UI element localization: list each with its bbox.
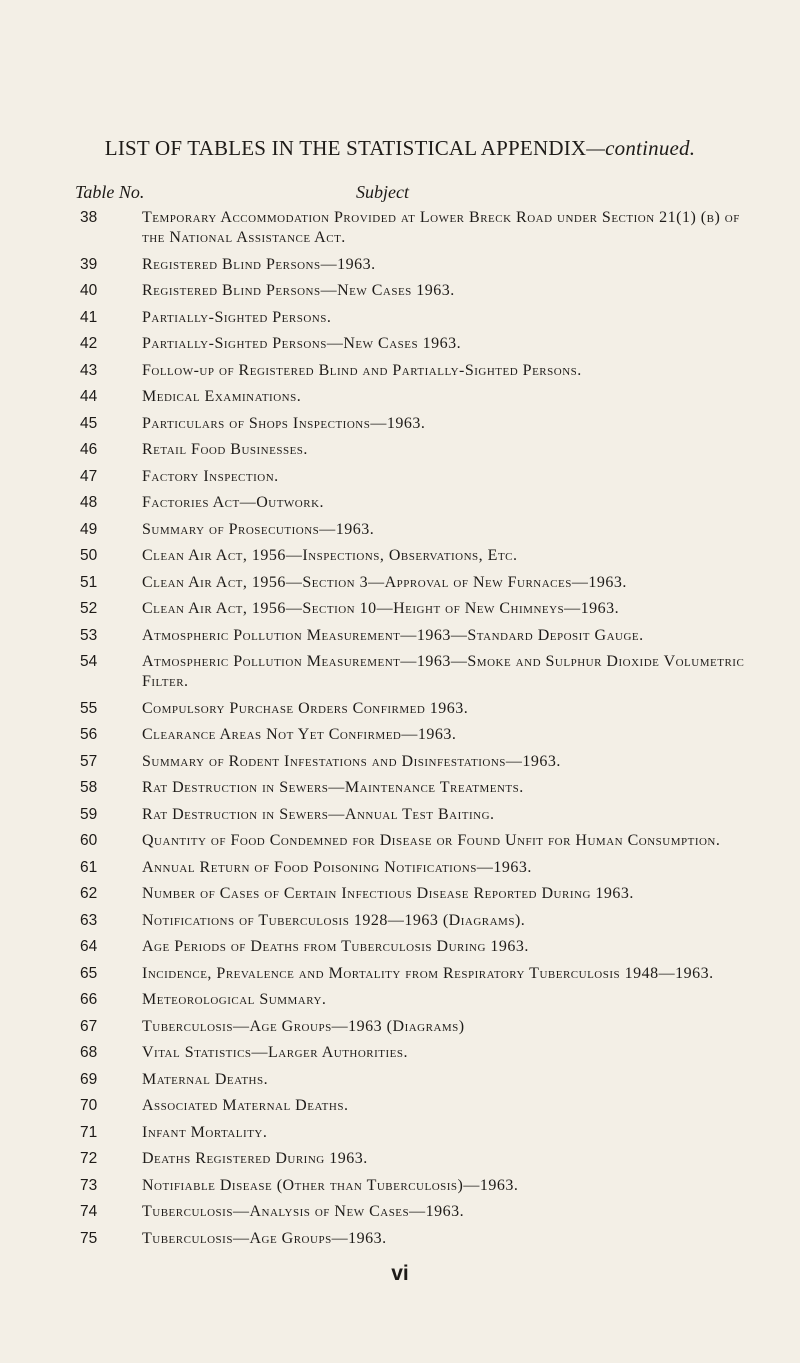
page-title bbox=[0, 136, 800, 161]
table-number: 73 bbox=[80, 1176, 98, 1194]
table-subject: Retail Food Businesses. bbox=[142, 441, 308, 458]
table-number: 56 bbox=[80, 726, 98, 743]
table-number: 50 bbox=[80, 547, 98, 564]
table-subject: Follow-up of Registered Blind and Partially-Sighted Persons. bbox=[142, 361, 582, 379]
table-number: 75 bbox=[80, 1229, 98, 1247]
table-subject: Tuberculosis—Age Groups—1963 (Diagrams) bbox=[142, 1017, 465, 1035]
table-subject: Partially-Sighted Persons. bbox=[142, 308, 332, 326]
table-number: 40 bbox=[80, 282, 98, 299]
table-subject: Partially-Sighted Persons—New Cases 1963. bbox=[142, 335, 462, 352]
table-subject: Number of Cases of Certain Infectious Disease Reported During 1963. bbox=[142, 885, 634, 902]
table-list-item bbox=[0, 1043, 800, 1063]
table-number: 58 bbox=[80, 779, 98, 796]
table-list-item bbox=[0, 334, 800, 354]
table-list-item bbox=[0, 493, 800, 513]
table-list-item bbox=[0, 858, 800, 878]
table-number: 57 bbox=[80, 752, 98, 770]
table-number: 69 bbox=[80, 1070, 98, 1088]
table-number: 44 bbox=[80, 388, 98, 405]
table-subject: Summary of Prosecutions—1963. bbox=[142, 520, 375, 538]
table-number: 45 bbox=[80, 414, 98, 432]
table-number: 59 bbox=[80, 805, 98, 823]
table-list-item bbox=[0, 467, 800, 487]
table-list-item bbox=[0, 208, 800, 248]
table-number: 47 bbox=[80, 467, 98, 485]
table-subject: Registered Blind Persons—1963. bbox=[142, 255, 376, 273]
table-list-item bbox=[0, 308, 800, 328]
table-number: 63 bbox=[80, 911, 98, 929]
table-list-item bbox=[0, 778, 800, 798]
table-list-item bbox=[0, 1096, 800, 1116]
table-number: 51 bbox=[80, 573, 98, 591]
table-list-item bbox=[0, 1229, 800, 1249]
table-subject: Annual Return of Food Poisoning Notifications—1963. bbox=[142, 858, 532, 876]
table-subject: Clean Air Act, 1956—Section 3—Approval of New Furnaces—1963. bbox=[142, 573, 627, 591]
table-subject: Maternal Deaths. bbox=[142, 1070, 269, 1088]
table-list-item bbox=[0, 520, 800, 540]
table-subject: Clean Air Act, 1956—Inspections, Observations, Etc. bbox=[142, 547, 518, 564]
table-number: 54 bbox=[80, 653, 98, 670]
table-number: 66 bbox=[80, 991, 98, 1008]
table-subject: Clearance Areas Not Yet Confirmed—1963. bbox=[142, 726, 457, 743]
table-list-item bbox=[0, 414, 800, 434]
table-subject: Rat Destruction in Sewers—Annual Test Baiting. bbox=[142, 805, 495, 823]
table-number: 49 bbox=[80, 520, 98, 538]
table-list-item bbox=[0, 1149, 800, 1169]
table-number: 46 bbox=[80, 441, 98, 458]
table-list-item bbox=[0, 699, 800, 719]
table-number: 60 bbox=[80, 832, 98, 849]
table-list-item bbox=[0, 752, 800, 772]
table-number: 62 bbox=[80, 885, 98, 902]
table-subject: Clean Air Act, 1956—Section 10—Height of New Chimneys—1963. bbox=[142, 600, 620, 617]
table-list-item bbox=[0, 440, 800, 460]
table-list-item bbox=[0, 1123, 800, 1143]
table-subject: Notifications of Tuberculosis 1928—1963 (Diagrams). bbox=[142, 911, 526, 929]
table-number: 42 bbox=[80, 335, 98, 352]
table-list-item bbox=[0, 1017, 800, 1037]
table-number: 70 bbox=[80, 1097, 98, 1114]
table-number: 41 bbox=[80, 308, 98, 326]
table-number: 48 bbox=[80, 494, 98, 511]
table-list-item bbox=[0, 281, 800, 301]
table-list-item bbox=[0, 255, 800, 275]
table-number: 43 bbox=[80, 361, 98, 379]
table-subject: Rat Destruction in Sewers—Maintenance Treatments. bbox=[142, 779, 524, 796]
table-list-item bbox=[0, 573, 800, 593]
table-subject: Notifiable Disease (Other than Tuberculosis)—1963. bbox=[142, 1176, 519, 1194]
table-subject: Particulars of Shops Inspections—1963. bbox=[142, 414, 426, 432]
table-subject: Deaths Registered During 1963. bbox=[142, 1150, 368, 1167]
table-list-item bbox=[0, 964, 800, 984]
table-list-item bbox=[0, 937, 800, 957]
table-list-item bbox=[0, 990, 800, 1010]
table-number: 53 bbox=[80, 626, 98, 644]
table-subject: Incidence, Prevalence and Mortality from Respiratory Tuberculosis 1948—1963. bbox=[142, 964, 714, 982]
table-number: 74 bbox=[80, 1203, 98, 1220]
table-subject: Vital Statistics—Larger Authorities. bbox=[142, 1044, 409, 1061]
title-continued: —continued. bbox=[586, 136, 696, 160]
table-subject: Temporary Accommodation Provided at Lower Breck Road under Section 21(1) (b) of the National Assistance Act. bbox=[142, 209, 740, 246]
table-list-item bbox=[0, 652, 800, 692]
table-list-item bbox=[0, 626, 800, 646]
column-header-subject: Subject bbox=[356, 182, 409, 202]
table-subject: Factory Inspection. bbox=[142, 467, 279, 485]
table-number: 39 bbox=[80, 255, 98, 273]
table-subject: Atmospheric Pollution Measurement—1963—Standard Deposit Gauge. bbox=[142, 626, 644, 644]
table-list-item bbox=[0, 599, 800, 619]
table-subject: Tuberculosis—Age Groups—1963. bbox=[142, 1229, 387, 1247]
page-number: vi bbox=[391, 1262, 409, 1285]
table-subject: Medical Examinations. bbox=[142, 388, 302, 405]
table-subject: Atmospheric Pollution Measurement—1963—Smoke and Sulphur Dioxide Volumetric Filter. bbox=[142, 653, 745, 690]
table-list-item bbox=[0, 387, 800, 407]
table-number: 68 bbox=[80, 1044, 98, 1061]
table-list bbox=[0, 208, 800, 1255]
table-list-item bbox=[0, 361, 800, 381]
table-subject: Associated Maternal Deaths. bbox=[142, 1097, 349, 1114]
table-list-item bbox=[0, 1070, 800, 1090]
table-list-item bbox=[0, 911, 800, 931]
table-number: 72 bbox=[80, 1150, 98, 1167]
table-subject: Tuberculosis—Analysis of New Cases—1963. bbox=[142, 1203, 465, 1220]
table-list-item bbox=[0, 725, 800, 745]
table-subject: Factories Act—Outwork. bbox=[142, 494, 325, 511]
table-subject: Compulsory Purchase Orders Confirmed 1963. bbox=[142, 699, 469, 717]
table-number: 65 bbox=[80, 964, 98, 982]
table-subject: Age Periods of Deaths from Tuberculosis During 1963. bbox=[142, 938, 529, 955]
table-number: 38 bbox=[80, 209, 98, 226]
table-number: 61 bbox=[80, 858, 98, 876]
table-subject: Meteorological Summary. bbox=[142, 991, 327, 1008]
title-main: LIST OF TABLES IN THE STATISTICAL APPENDIX bbox=[104, 136, 587, 160]
table-list-item bbox=[0, 1202, 800, 1222]
table-list-item bbox=[0, 805, 800, 825]
table-subject: Infant Mortality. bbox=[142, 1123, 268, 1141]
table-number: 55 bbox=[80, 699, 98, 717]
table-subject: Registered Blind Persons—New Cases 1963. bbox=[142, 282, 455, 299]
table-list-item bbox=[0, 546, 800, 566]
table-subject: Summary of Rodent Infestations and Disinfestations—1963. bbox=[142, 752, 561, 770]
table-list-item bbox=[0, 831, 800, 851]
table-number: 71 bbox=[80, 1123, 98, 1141]
table-number: 64 bbox=[80, 938, 98, 955]
table-number: 52 bbox=[80, 600, 98, 617]
table-subject: Quantity of Food Condemned for Disease or Found Unfit for Human Consumption. bbox=[142, 832, 721, 849]
table-list-item bbox=[0, 884, 800, 904]
table-list-item bbox=[0, 1176, 800, 1196]
table-number: 67 bbox=[80, 1017, 98, 1035]
column-header-table-no: Table No. bbox=[75, 182, 145, 202]
